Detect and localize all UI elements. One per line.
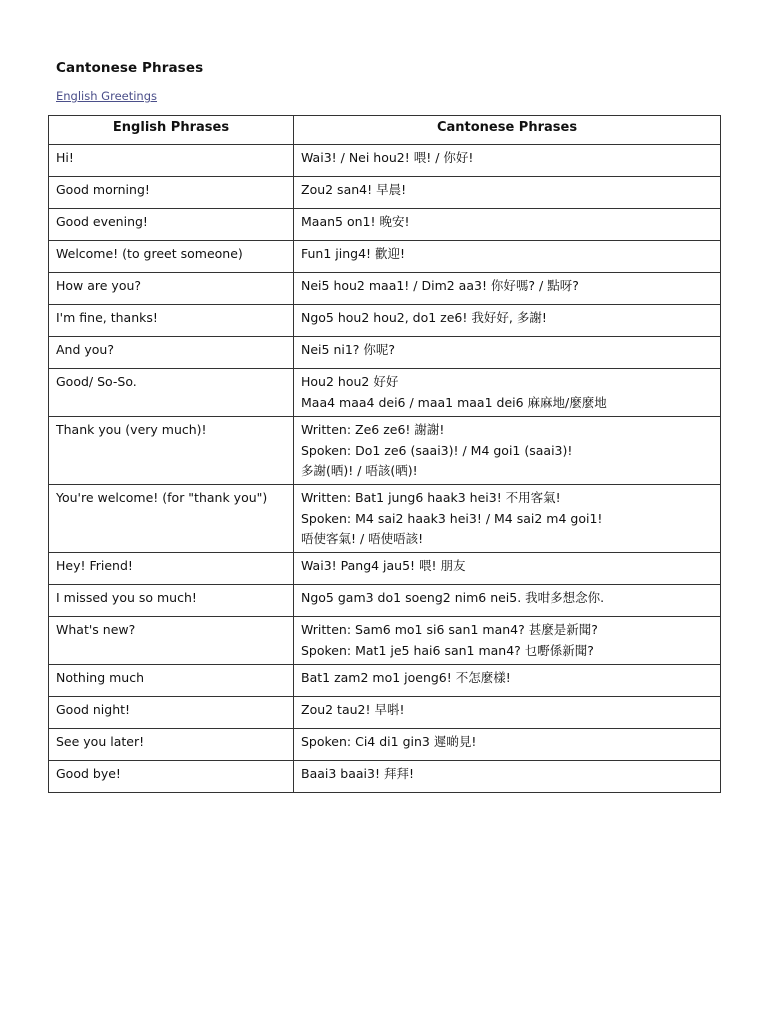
header-english-phrases: English Phrases (49, 116, 294, 145)
cantonese-phrase-line: Fun1 jing4! 歡迎! (301, 246, 406, 261)
cantonese-phrase-line: Written: Bat1 jung6 haak3 hei3! 不用客氣! (301, 490, 561, 505)
phrases-table (48, 115, 721, 793)
table-row (49, 209, 721, 241)
english-phrase-cell: I'm fine, thanks! (49, 305, 294, 337)
cantonese-phrase-cell (294, 585, 721, 617)
table-row (49, 177, 721, 209)
english-phrase-cell: See you later! (49, 729, 294, 761)
cantonese-phrase-line: Zou2 san4! 早晨! (301, 182, 407, 197)
cantonese-phrase-line: Written: Sam6 mo1 si6 san1 man4? 甚麼是新聞? (301, 622, 598, 637)
table-row (49, 553, 721, 585)
cantonese-phrase-line: Hou2 hou2 好好 (301, 374, 399, 389)
english-phrase-cell: What's new? (49, 617, 294, 665)
cantonese-phrase-line: Ngo5 gam3 do1 soeng2 nim6 nei5. 我咁多想念你. (301, 590, 605, 605)
english-phrase-cell: Hi! (49, 145, 294, 177)
cantonese-phrase-line: Ngo5 hou2 hou2, do1 ze6! 我好好, 多謝! (301, 310, 547, 325)
english-phrase-cell: Good bye! (49, 761, 294, 793)
table-row (49, 273, 721, 305)
table-row (49, 729, 721, 761)
cantonese-phrase-line: Nei5 hou2 maa1! / Dim2 aa3! 你好嗎? / 點呀? (301, 278, 579, 293)
table-row (49, 697, 721, 729)
cantonese-phrase-cell (294, 177, 721, 209)
cantonese-phrase-line: Zou2 tau2! 早唞! (301, 702, 405, 717)
table-row (49, 665, 721, 697)
english-phrase-cell: Good evening! (49, 209, 294, 241)
english-phrase-cell: Welcome! (to greet someone) (49, 241, 294, 273)
table-row (49, 305, 721, 337)
cantonese-phrase-line: 多謝(晒)! / 唔該(晒)! (301, 463, 418, 478)
table-row (49, 369, 721, 417)
cantonese-phrase-line: Spoken: Mat1 je5 hai6 san1 man4? 乜嘢係新聞? (301, 642, 594, 658)
english-phrase-cell: Good/ So-So. (49, 369, 294, 417)
cantonese-phrase-line: Maa4 maa4 dei6 / maa1 maa1 dei6 麻麻地/麼麼地 (301, 394, 607, 410)
english-phrase-cell: And you? (49, 337, 294, 369)
cantonese-phrase-cell (294, 485, 721, 553)
english-phrase-cell: Thank you (very much)! (49, 417, 294, 485)
cantonese-phrase-line: Spoken: Ci4 di1 gin3 遲啲見! (301, 734, 477, 749)
table-row (49, 485, 721, 553)
cantonese-phrase-cell (294, 729, 721, 761)
english-phrase-cell: Good morning! (49, 177, 294, 209)
cantonese-phrase-line: 唔使客氣! / 唔使唔該! (301, 531, 424, 546)
cantonese-phrase-cell (294, 369, 721, 417)
page-title: Cantonese Phrases (56, 60, 204, 76)
table-row (49, 417, 721, 485)
cantonese-phrase-cell (294, 209, 721, 241)
english-phrase-cell: Hey! Friend! (49, 553, 294, 585)
header-cantonese-phrases: Cantonese Phrases (294, 116, 721, 145)
cantonese-phrase-line: Wai3! / Nei hou2! 喂! / 你好! (301, 150, 474, 165)
english-phrase-cell: Nothing much (49, 665, 294, 697)
cantonese-phrase-cell (294, 273, 721, 305)
english-phrase-cell: Good night! (49, 697, 294, 729)
english-phrase-cell: I missed you so much! (49, 585, 294, 617)
table-row (49, 617, 721, 665)
cantonese-phrase-cell (294, 665, 721, 697)
cantonese-phrase-line: Bat1 zam2 mo1 joeng6! 不怎麼樣! (301, 670, 511, 685)
english-greetings-link[interactable]: English Greetings (56, 89, 158, 103)
table-row (49, 337, 721, 369)
cantonese-phrase-cell (294, 145, 721, 177)
cantonese-phrase-cell (294, 697, 721, 729)
english-phrase-cell: How are you? (49, 273, 294, 305)
table-row (49, 145, 721, 177)
cantonese-phrase-line: Baai3 baai3! 拜拜! (301, 766, 414, 781)
table-row (49, 585, 721, 617)
cantonese-phrase-line: Nei5 ni1? 你呢? (301, 342, 396, 357)
cantonese-phrase-cell (294, 337, 721, 369)
cantonese-phrase-cell (294, 617, 721, 665)
cantonese-phrase-line: Written: Ze6 ze6! 謝謝! (301, 422, 445, 437)
cantonese-phrase-line: Spoken: Do1 ze6 (saai3)! / M4 goi1 (saai3)! (301, 442, 573, 458)
cantonese-phrase-cell (294, 417, 721, 485)
cantonese-phrase-line: Wai3! Pang4 jau5! 喂! 朋友 (301, 558, 466, 573)
cantonese-phrase-cell (294, 305, 721, 337)
cantonese-phrase-line: Maan5 on1! 晚安! (301, 214, 410, 229)
cantonese-phrase-cell (294, 553, 721, 585)
cantonese-phrase-cell (294, 241, 721, 273)
table-header-row (49, 116, 721, 145)
table-row (49, 241, 721, 273)
cantonese-phrase-cell (294, 761, 721, 793)
cantonese-phrase-line: Spoken: M4 sai2 haak3 hei3! / M4 sai2 m4 goi1! (301, 510, 603, 526)
table-row (49, 761, 721, 793)
english-phrase-cell: You're welcome! (for "thank you") (49, 485, 294, 553)
